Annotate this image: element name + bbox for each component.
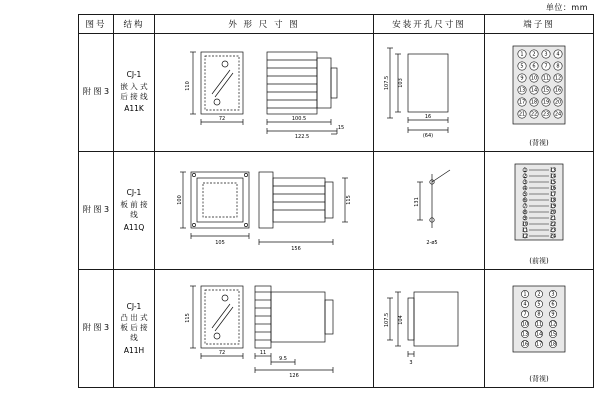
terminal-pin-label: 13 [549,167,557,174]
terminal-pin-label: 21 [518,111,526,118]
terminal-pin-label: 12 [549,321,557,328]
terminal-pin-label: 20 [549,209,557,216]
dim-label: 104 [398,315,404,325]
terminal-pin-label: 23 [549,227,557,234]
table-row [79,269,594,387]
table-row [79,33,594,151]
terminal-drawing-cell [485,269,594,387]
header-structure: 结构 [114,15,155,34]
terminal-pin-label: 24 [554,111,562,118]
fig-no-text: 附 图 3 [82,323,110,333]
structure-sub: A11Q [123,222,145,232]
terminal-caption: (前视) [529,256,549,265]
unit-label: 单位：mm [545,3,588,12]
terminal-pin-label: 16 [549,185,557,192]
structure-sub: A11H [123,345,145,355]
terminal-pin-label: 7 [523,203,527,210]
terminal-pin-label: 9 [523,215,527,222]
terminal-pin-label: 10 [521,221,529,228]
terminal-pin-label: 16 [521,341,529,348]
terminal-pin-label: 8 [523,209,527,216]
dim-label: 115 [185,313,191,323]
dim-label: 131 [414,196,420,207]
structure-cell [114,269,155,387]
terminal-pin-label: 15 [542,87,550,94]
terminal-pin-label: 14 [549,173,557,180]
structure-desc: 嵌 入 式 后 接 线 [120,81,148,101]
terminal-pin-label: 16 [554,87,562,94]
terminal-pin-label: 5 [523,191,527,198]
fig-no-cell [79,269,114,387]
terminal-pin-label: 5 [520,63,524,70]
terminal-pin-label: 19 [549,203,557,210]
terminal-pin-label: 13 [518,87,526,94]
terminal-pin-label: 11 [542,75,550,82]
dim-label: 156 [291,245,301,252]
terminal-diagram-1 [485,34,593,147]
dim-label: 105 [215,239,225,246]
terminal-pin-label: 1 [523,167,527,174]
terminal-drawing-cell [485,33,594,151]
outline-drawing-cell [155,151,374,269]
table-row [79,151,594,269]
terminal-pin-label: 17 [535,341,543,348]
dim-label: 15 [337,124,345,131]
terminal-pin-label: 17 [549,191,557,198]
terminal-pin-label: 13 [521,331,529,338]
structure-text [114,300,154,358]
fig-no-cell [79,151,114,269]
dim-label: 107.5 [384,75,390,90]
terminal-pin-label: 14 [535,331,543,338]
structure-desc: 板 前 接 线 [120,200,148,219]
terminal-pin-label: 6 [532,63,536,70]
dim-label: 11 [259,349,267,356]
terminal-pin-label: 10 [521,321,529,328]
terminal-pin-label: 22 [549,221,557,228]
structure-code: CJ-1 [126,301,142,311]
mounting-drawing-1 [374,34,484,147]
terminal-pin-label: 17 [518,99,526,106]
outline-drawing-2 [155,152,373,265]
table-header-row [79,15,594,34]
terminal-pin-label: 3 [523,179,527,186]
terminal-pin-label: 5 [537,301,541,308]
terminal-pin-label: 14 [530,87,538,94]
terminal-pin-label: 2 [523,173,527,180]
terminal-pin-label: 11 [521,227,529,234]
terminal-pin-label: 9 [551,311,555,318]
structure-text [114,68,154,116]
mounting-drawing-cell [374,33,485,151]
dimension-table [78,14,594,388]
header-outline: 外 形 尺 寸 图 [155,15,374,34]
outline-drawing-1 [155,34,373,147]
outline-drawing-3 [155,270,373,383]
dim-label: 9.5 [279,355,287,362]
terminal-pin-label: 12 [554,75,562,82]
dim-label: 126 [289,372,299,379]
header-fig-no: 图号 [79,15,114,34]
dim-label: 16 [424,113,432,120]
terminal-diagram-2 [485,152,593,265]
terminal-pin-label: 19 [542,99,550,106]
dim-label: 72 [218,349,226,356]
terminal-pin-label: 3 [544,51,548,58]
dim-label: 100.5 [291,115,307,122]
terminal-pin-label: 23 [542,111,550,118]
dim-label: 100 [177,194,183,205]
structure-sub: A11K [124,104,144,114]
terminal-drawing-cell [485,151,594,269]
structure-cell [114,151,155,269]
terminal-pin-label: 12 [521,233,529,240]
outline-drawing-cell [155,269,374,387]
dim-label: 3 [409,359,413,366]
dim-label: 72 [218,115,226,122]
structure-cell [114,33,155,151]
terminal-pin-label: 11 [535,321,543,328]
terminal-pin-label: 4 [523,301,527,308]
dim-label: 110 [185,80,191,91]
dim-label: 115 [346,194,352,205]
terminal-pin-label: 6 [523,197,527,204]
dim-label: 107.5 [384,312,390,328]
terminal-diagram-3 [485,270,593,383]
outline-drawing-cell [155,33,374,151]
terminal-pin-label: 4 [556,51,560,58]
dim-label: (64) [422,132,434,139]
terminal-pin-label: 6 [551,301,555,308]
header-terminal: 端子图 [485,15,594,34]
terminal-pin-label: 1 [523,291,527,298]
mounting-drawing-2 [374,152,484,265]
terminal-pin-label: 2 [537,291,541,298]
terminal-pin-label: 10 [530,75,538,82]
terminal-pin-label: 8 [537,311,541,318]
mounting-drawing-cell [374,151,485,269]
terminal-pin-label: 1 [520,51,524,58]
terminal-pin-label: 4 [523,185,527,192]
terminal-pin-label: 9 [520,75,524,82]
fig-no-cell [79,33,114,151]
mounting-drawing-3 [374,270,484,383]
structure-desc: 凸 出 式 板 后 接 线 [120,313,148,342]
dim-label: 103 [398,77,404,88]
terminal-pin-label: 24 [549,233,557,240]
fig-no-text: 附 图 3 [82,204,110,214]
mounting-drawing-cell [374,269,485,387]
terminal-pin-label: 7 [523,311,527,318]
fig-no-text: 附 图 3 [82,86,110,96]
terminal-pin-label: 2 [532,51,536,58]
structure-text [114,186,154,234]
terminal-pin-label: 18 [549,341,557,348]
terminal-pin-label: 22 [530,111,538,118]
terminal-pin-label: 18 [549,197,557,204]
terminal-caption: (背视) [529,138,549,147]
header-mounting: 安装开孔尺寸图 [374,15,485,34]
terminal-pin-label: 15 [549,179,557,186]
terminal-pin-label: 15 [549,331,557,338]
terminal-pin-label: 3 [551,291,555,298]
terminal-pin-label: 21 [549,215,557,222]
terminal-caption: (背视) [529,375,549,383]
structure-code: CJ-1 [126,188,142,198]
terminal-pin-label: 7 [544,63,548,70]
terminal-pin-label: 20 [554,99,562,106]
terminal-pin-label: 18 [530,99,538,106]
dim-label: 122.5 [294,133,310,140]
terminal-pin-label: 8 [556,63,560,70]
structure-code: CJ-1 [126,70,142,80]
dim-label: 2-ø5 [426,239,438,246]
